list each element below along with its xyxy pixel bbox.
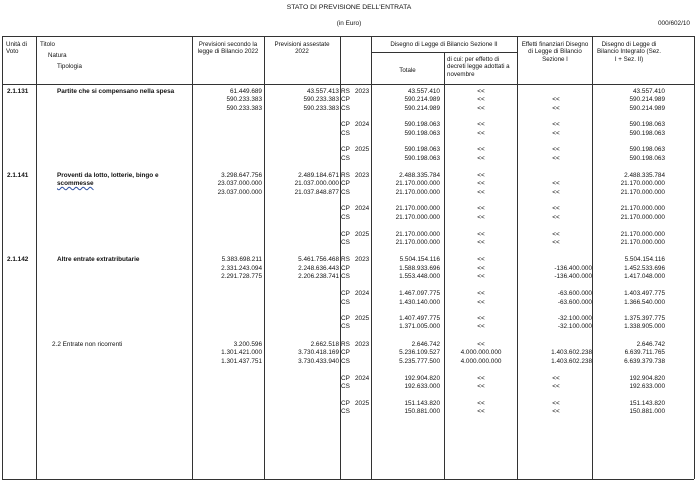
- row-year: 2024: [355, 205, 370, 212]
- row-type: CP: [341, 400, 350, 407]
- header-integrato: Disegno di Legge di Bilancio Integrato (Sez. I + Sez. II): [597, 41, 661, 63]
- row-totale: 1.407.497.775: [399, 315, 440, 322]
- table-row: [0, 97, 698, 105]
- row-previsioni: 3.298.647.756: [221, 172, 262, 179]
- row-integrato: 1.375.397.775: [624, 315, 665, 322]
- row-previsioni: 590.233.383: [226, 96, 262, 103]
- row-totale: 5.236.109.527: [399, 349, 440, 356]
- row-di-cui: <<: [477, 180, 485, 187]
- row-totale: 1.430.140.000: [399, 299, 440, 306]
- row-di-cui: <<: [477, 88, 485, 95]
- row-di-cui: <<: [477, 146, 485, 153]
- row-totale: 1.467.097.775: [399, 290, 440, 297]
- row-totale: 21.170.000.000: [395, 214, 440, 221]
- header-di-cui: di cui: per effetto di decreti legge adottati a novembre: [447, 56, 510, 78]
- row-integrato: 21.170.000.000: [620, 231, 665, 238]
- row-di-cui: <<: [477, 189, 485, 196]
- row-integrato: 21.170.000.000: [620, 239, 665, 246]
- row-type: CS: [341, 214, 350, 221]
- row-di-cui: <<: [477, 323, 485, 330]
- row-year: 2025: [355, 400, 370, 407]
- row-type: CS: [341, 239, 350, 246]
- row-integrato: 21.170.000.000: [620, 189, 665, 196]
- row-type: CP: [341, 349, 350, 356]
- table-row: [0, 350, 698, 358]
- row-integrato: 1.403.497.775: [624, 290, 665, 297]
- row-type: CS: [341, 299, 350, 306]
- row-year: 2023: [355, 341, 370, 348]
- row-type: CS: [341, 358, 350, 365]
- row-integrato: 151.143.820: [629, 400, 665, 407]
- row-type: CS: [341, 130, 350, 137]
- row-type: CP: [341, 180, 350, 187]
- row-effetti: <<: [552, 408, 560, 415]
- row-totale: 5.504.154.116: [399, 256, 440, 263]
- row-totale: 21.170.000.000: [395, 205, 440, 212]
- row-di-cui: <<: [477, 375, 485, 382]
- table-row: [0, 147, 698, 155]
- row-integrato: 1.452.533.696: [624, 265, 665, 272]
- row-totale: 21.170.000.000: [395, 189, 440, 196]
- row-assestate: 21.037.000.000: [294, 180, 339, 187]
- table-row: [0, 257, 698, 265]
- row-year: 2024: [355, 121, 370, 128]
- row-di-cui: <<: [477, 400, 485, 407]
- row-di-cui: <<: [477, 121, 485, 128]
- row-integrato: 192.904.820: [629, 375, 665, 382]
- row-di-cui: <<: [477, 96, 485, 103]
- row-integrato: 2.646.742: [636, 341, 665, 348]
- row-unit-voto: 2.1.142: [7, 256, 29, 263]
- row-assestate: 2.248.636.443: [298, 265, 339, 272]
- row-assestate: 21.037.848.877: [294, 189, 339, 196]
- row-integrato: 1.417.048.000: [624, 273, 665, 280]
- row-integrato: 6.639.711.765: [624, 349, 665, 356]
- row-description: scommesse: [57, 180, 94, 187]
- row-totale: 21.170.000.000: [395, 231, 440, 238]
- row-type: CS: [341, 323, 350, 330]
- row-year: 2025: [355, 146, 370, 153]
- row-previsioni: 23.037.000.000: [217, 180, 262, 187]
- row-integrato: 6.639.379.738: [624, 358, 665, 365]
- row-totale: 590.198.063: [404, 130, 440, 137]
- row-integrato: 192.633.000: [629, 383, 665, 390]
- row-integrato: 21.170.000.000: [620, 214, 665, 221]
- document-title: STATO DI PREVISIONE DELL'ENTRATA: [286, 4, 412, 11]
- table-row: [0, 409, 698, 417]
- document-code: 000/602/10: [658, 20, 690, 27]
- row-di-cui: <<: [477, 205, 485, 212]
- row-totale: 1.588.933.696: [399, 265, 440, 272]
- row-previsioni: 61.449.689: [230, 88, 262, 95]
- row-totale: 1.371.005.000: [399, 323, 440, 330]
- row-effetti: <<: [552, 105, 560, 112]
- row-di-cui: <<: [477, 214, 485, 221]
- row-di-cui: <<: [477, 299, 485, 306]
- row-type: RS: [341, 256, 350, 263]
- row-assestate: 2.662.518: [310, 341, 339, 348]
- row-totale: 43.557.410: [408, 88, 440, 95]
- row-di-cui: <<: [477, 239, 485, 246]
- row-previsioni: 590.233.383: [226, 105, 262, 112]
- table-row: [0, 359, 698, 367]
- row-type: CS: [341, 273, 350, 280]
- header-effetti: Effetti finanziari Disegno di Legge di Bilancio Sezione I: [521, 41, 589, 63]
- row-year: 2024: [355, 290, 370, 297]
- row-di-cui: <<: [477, 273, 485, 280]
- row-effetti: -63.600.000: [557, 290, 592, 297]
- row-di-cui: 4.000.000.000: [460, 349, 502, 356]
- row-totale: 150.881.000: [404, 408, 440, 415]
- row-di-cui: <<: [477, 256, 485, 263]
- row-previsioni: 23.037.000.000: [217, 189, 262, 196]
- header-assestate: Previsioni assestate 2022: [274, 41, 330, 56]
- table-row: [0, 106, 698, 114]
- row-description: 2.2 Entrate non ricorrenti: [52, 341, 123, 348]
- header-totale: Totale: [399, 67, 416, 74]
- row-effetti: 1.403.602.238: [551, 358, 592, 365]
- row-type: CP: [341, 121, 350, 128]
- row-effetti: <<: [552, 214, 560, 221]
- row-year: 2023: [355, 172, 370, 179]
- row-unit-voto: 2.1.141: [7, 172, 29, 179]
- table-row: [0, 300, 698, 308]
- row-integrato: 590.198.063: [629, 121, 665, 128]
- row-effetti: <<: [552, 155, 560, 162]
- row-di-cui: 4.000.000.000: [460, 358, 502, 365]
- row-effetti: 1.403.602.238: [551, 349, 592, 356]
- row-type: RS: [341, 172, 350, 179]
- row-integrato: 1.338.905.000: [624, 323, 665, 330]
- row-totale: 151.143.820: [404, 400, 440, 407]
- row-previsioni: 2.291.728.775: [221, 273, 262, 280]
- table-row: [0, 215, 698, 223]
- header-previsioni: Previsioni secondo la legge di Bilancio 2022: [197, 41, 259, 56]
- table-row: [0, 384, 698, 392]
- row-type: CP: [341, 290, 350, 297]
- row-di-cui: <<: [477, 265, 485, 272]
- row-effetti: <<: [552, 121, 560, 128]
- row-type: CS: [341, 408, 350, 415]
- row-integrato: 5.504.154.116: [624, 256, 665, 263]
- row-totale: 590.214.989: [404, 105, 440, 112]
- row-type: CP: [341, 265, 350, 272]
- row-assestate: 2.206.238.741: [298, 273, 339, 280]
- row-totale: 590.198.063: [404, 121, 440, 128]
- row-integrato: 21.170.000.000: [620, 205, 665, 212]
- row-effetti: <<: [552, 189, 560, 196]
- row-type: CS: [341, 189, 350, 196]
- row-di-cui: <<: [477, 155, 485, 162]
- table-top-rule: [2, 36, 694, 37]
- row-year: 2025: [355, 231, 370, 238]
- row-assestate: 5.461.756.468: [298, 256, 339, 263]
- row-type: RS: [341, 341, 350, 348]
- row-di-cui: <<: [477, 383, 485, 390]
- row-effetti: <<: [552, 180, 560, 187]
- row-type: CP: [341, 146, 350, 153]
- row-totale: 21.170.000.000: [395, 239, 440, 246]
- row-year: 2023: [355, 88, 370, 95]
- header-unita-voto: Unità di Voto: [6, 41, 27, 56]
- row-integrato: 2.488.335.784: [624, 172, 665, 179]
- row-previsioni: 1.301.437.751: [221, 358, 262, 365]
- row-description: Partite che si compensano nella spesa: [57, 88, 175, 95]
- row-totale: 5.235.777.500: [399, 358, 440, 365]
- table-row: [0, 206, 698, 214]
- table-row: [0, 181, 698, 189]
- row-type: CP: [341, 375, 350, 382]
- row-type: CS: [341, 155, 350, 162]
- row-di-cui: <<: [477, 130, 485, 137]
- row-totale: 590.198.063: [404, 146, 440, 153]
- row-integrato: 21.170.000.000: [620, 180, 665, 187]
- row-type: CP: [341, 231, 350, 238]
- row-previsioni: 1.301.421.000: [221, 349, 262, 356]
- row-totale: 590.198.063: [404, 155, 440, 162]
- row-year: 2025: [355, 315, 370, 322]
- row-effetti: <<: [552, 239, 560, 246]
- row-effetti: <<: [552, 130, 560, 137]
- row-type: CS: [341, 383, 350, 390]
- row-description: Proventi da lotto, lotterie, bingo e: [57, 172, 159, 179]
- row-year: 2024: [355, 375, 370, 382]
- row-integrato: 590.198.063: [629, 146, 665, 153]
- row-integrato: 590.214.989: [629, 96, 665, 103]
- table-row: [0, 131, 698, 139]
- currency-unit: (in Euro): [336, 20, 362, 27]
- row-effetti: <<: [552, 231, 560, 238]
- row-totale: 590.214.989: [404, 96, 440, 103]
- table-row: [0, 156, 698, 164]
- row-assestate: 43.557.413: [307, 88, 339, 95]
- table-row: [0, 122, 698, 130]
- row-assestate: 590.233.383: [303, 96, 339, 103]
- row-totale: 2.488.335.784: [399, 172, 440, 179]
- row-di-cui: <<: [477, 231, 485, 238]
- row-totale: 192.633.000: [404, 383, 440, 390]
- row-type: CP: [341, 205, 350, 212]
- row-effetti: <<: [552, 375, 560, 382]
- header-titolo: Titolo: [40, 41, 55, 48]
- row-di-cui: <<: [477, 172, 485, 179]
- header-sezione2: Disegno di Legge di Bilancio Sezione II: [390, 41, 498, 48]
- row-assestate: 2.489.184.671: [298, 172, 339, 179]
- row-di-cui: <<: [477, 105, 485, 112]
- row-previsioni: 5.383.698.211: [221, 256, 262, 263]
- row-totale: 21.170.000.000: [395, 180, 440, 187]
- row-effetti: <<: [552, 383, 560, 390]
- row-effetti: -136.400.000: [554, 273, 592, 280]
- row-effetti: -32.100.000: [557, 315, 592, 322]
- row-effetti: -136.400.000: [554, 265, 592, 272]
- header-tipologia: Tipologia: [57, 63, 82, 70]
- row-di-cui: <<: [477, 290, 485, 297]
- row-previsioni: 3.200.596: [233, 341, 262, 348]
- row-totale: 192.904.820: [404, 375, 440, 382]
- row-effetti: <<: [552, 205, 560, 212]
- row-effetti: -63.600.000: [557, 299, 592, 306]
- table-row: [0, 324, 698, 332]
- row-integrato: 590.198.063: [629, 155, 665, 162]
- row-integrato: 43.557.410: [633, 88, 665, 95]
- row-previsioni: 2.331.243.094: [221, 265, 262, 272]
- row-integrato: 590.214.989: [629, 105, 665, 112]
- table-row: [0, 240, 698, 248]
- row-effetti: <<: [552, 146, 560, 153]
- row-type: RS: [341, 88, 350, 95]
- row-effetti: -32.100.000: [557, 323, 592, 330]
- table-row: [0, 190, 698, 198]
- row-assestate: 590.233.383: [303, 105, 339, 112]
- row-di-cui: <<: [477, 408, 485, 415]
- header-natura: Natura: [48, 52, 67, 59]
- row-assestate: 3.730.418.169: [298, 349, 339, 356]
- row-unit-voto: 2.1.131: [7, 88, 29, 95]
- row-effetti: <<: [552, 400, 560, 407]
- row-totale: 2.646.742: [411, 341, 440, 348]
- row-year: 2023: [355, 256, 370, 263]
- table-bottom-rule: [2, 479, 694, 480]
- row-effetti: <<: [552, 96, 560, 103]
- row-totale: 1.553.448.000: [399, 273, 440, 280]
- row-assestate: 3.730.433.940: [298, 358, 339, 365]
- table-row: [0, 274, 698, 282]
- header-rule: [2, 84, 694, 85]
- row-integrato: 1.366.540.000: [624, 299, 665, 306]
- row-type: CP: [341, 315, 350, 322]
- row-di-cui: <<: [477, 315, 485, 322]
- row-type: CP: [341, 96, 350, 103]
- row-integrato: 590.198.063: [629, 130, 665, 137]
- row-integrato: 150.881.000: [629, 408, 665, 415]
- table-row: [0, 291, 698, 299]
- row-di-cui: <<: [477, 341, 485, 348]
- row-description: Altre entrate extratributarie: [57, 256, 140, 263]
- row-type: CS: [341, 105, 350, 112]
